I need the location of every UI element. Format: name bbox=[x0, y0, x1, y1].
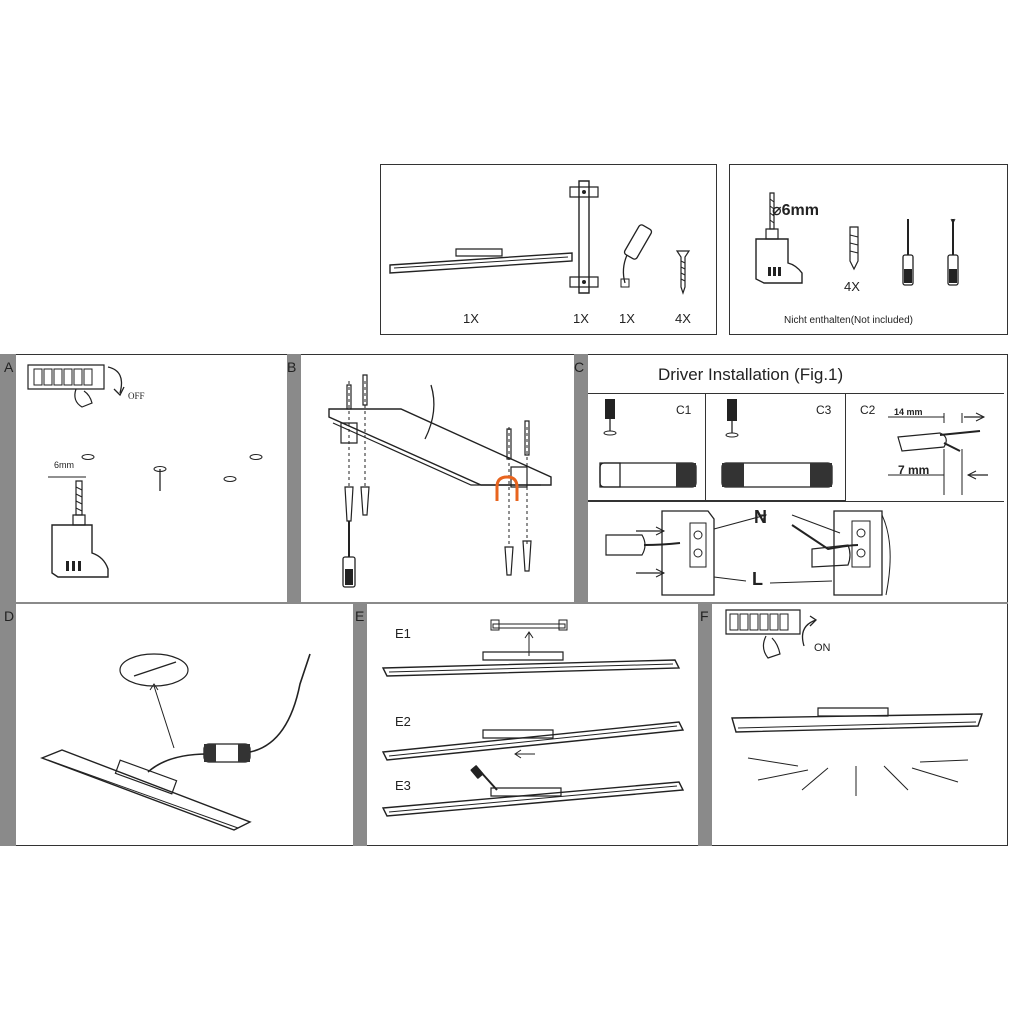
panel-e-attach-light bbox=[355, 604, 698, 846]
panel-d-letter: D bbox=[4, 608, 15, 624]
phillips-screwdriver-icon bbox=[943, 217, 963, 289]
panel-a-switch-off-drill bbox=[4, 354, 287, 602]
driver-illustration bbox=[609, 221, 659, 291]
drill-icon bbox=[46, 473, 116, 583]
c2-label: C2 bbox=[860, 403, 876, 417]
divider bbox=[574, 354, 588, 604]
c1-box bbox=[588, 393, 706, 501]
panel-b-letter: B bbox=[287, 359, 297, 375]
panel-f-letter: F bbox=[700, 608, 709, 624]
lit-lamp-illustration bbox=[728, 704, 992, 800]
c3-box bbox=[706, 393, 846, 501]
panel-d-connect-driver bbox=[4, 604, 353, 846]
step-e2-label: E2 bbox=[395, 714, 411, 729]
qty-driver: 1X bbox=[619, 311, 635, 326]
strip-length-7mm: 7 mm bbox=[898, 463, 930, 477]
c1-label: C1 bbox=[676, 403, 692, 417]
qty-bracket: 1X bbox=[573, 311, 589, 326]
driver-connection-illustration bbox=[38, 644, 338, 834]
step-e2-illustration bbox=[379, 716, 695, 766]
step-e1-illustration bbox=[379, 616, 695, 686]
step-e1-label: E1 bbox=[395, 626, 411, 641]
panel-b-mount-bracket bbox=[287, 354, 574, 602]
mounting-bracket-illustration bbox=[567, 177, 601, 297]
flat-screwdriver-icon bbox=[898, 217, 918, 289]
panel-f-switch-on bbox=[700, 604, 1008, 846]
driver-c1-illustration bbox=[596, 397, 706, 497]
drill-size-label: ⌀6mm bbox=[772, 202, 819, 219]
parts-included-box bbox=[380, 164, 717, 335]
light-bar-illustration bbox=[386, 243, 576, 279]
qty-screws: 4X bbox=[675, 311, 691, 326]
on-label: ON bbox=[814, 642, 831, 654]
driver-c3-illustration bbox=[712, 397, 844, 497]
off-label: OFF bbox=[128, 391, 145, 401]
not-included-note: Nicht enthalten(Not included) bbox=[784, 315, 913, 326]
c-divider-bottom bbox=[588, 501, 1004, 502]
drill-size-6mm: 6mm bbox=[54, 460, 74, 470]
panel-c-letter: C bbox=[574, 359, 585, 375]
panel-c-driver-installation bbox=[574, 354, 1008, 602]
bracket-mounting-illustration bbox=[321, 361, 561, 597]
neutral-label: N bbox=[754, 507, 767, 527]
tools-not-included-box bbox=[729, 164, 1008, 335]
live-label: L bbox=[752, 569, 763, 589]
wire-strip-illustration bbox=[884, 411, 1000, 495]
qty-anchors: 4X bbox=[844, 279, 860, 294]
screw-illustration bbox=[673, 247, 693, 297]
wall-anchor-icon bbox=[846, 225, 862, 271]
strip-length-14mm: 14 mm bbox=[894, 407, 923, 417]
divider bbox=[698, 604, 712, 846]
divider bbox=[353, 604, 367, 846]
terminal-wiring-illustration bbox=[596, 505, 1000, 599]
panel-c-title: Driver Installation (Fig.1) bbox=[658, 365, 844, 384]
c3-label: C3 bbox=[816, 403, 832, 417]
step-e3-label: E3 bbox=[395, 778, 411, 793]
panel-e-letter: E bbox=[355, 608, 365, 624]
divider bbox=[0, 354, 16, 846]
qty-bar: 1X bbox=[463, 311, 479, 326]
step-e3-illustration bbox=[379, 764, 695, 824]
divider bbox=[287, 354, 301, 604]
panel-a-letter: A bbox=[4, 359, 14, 375]
